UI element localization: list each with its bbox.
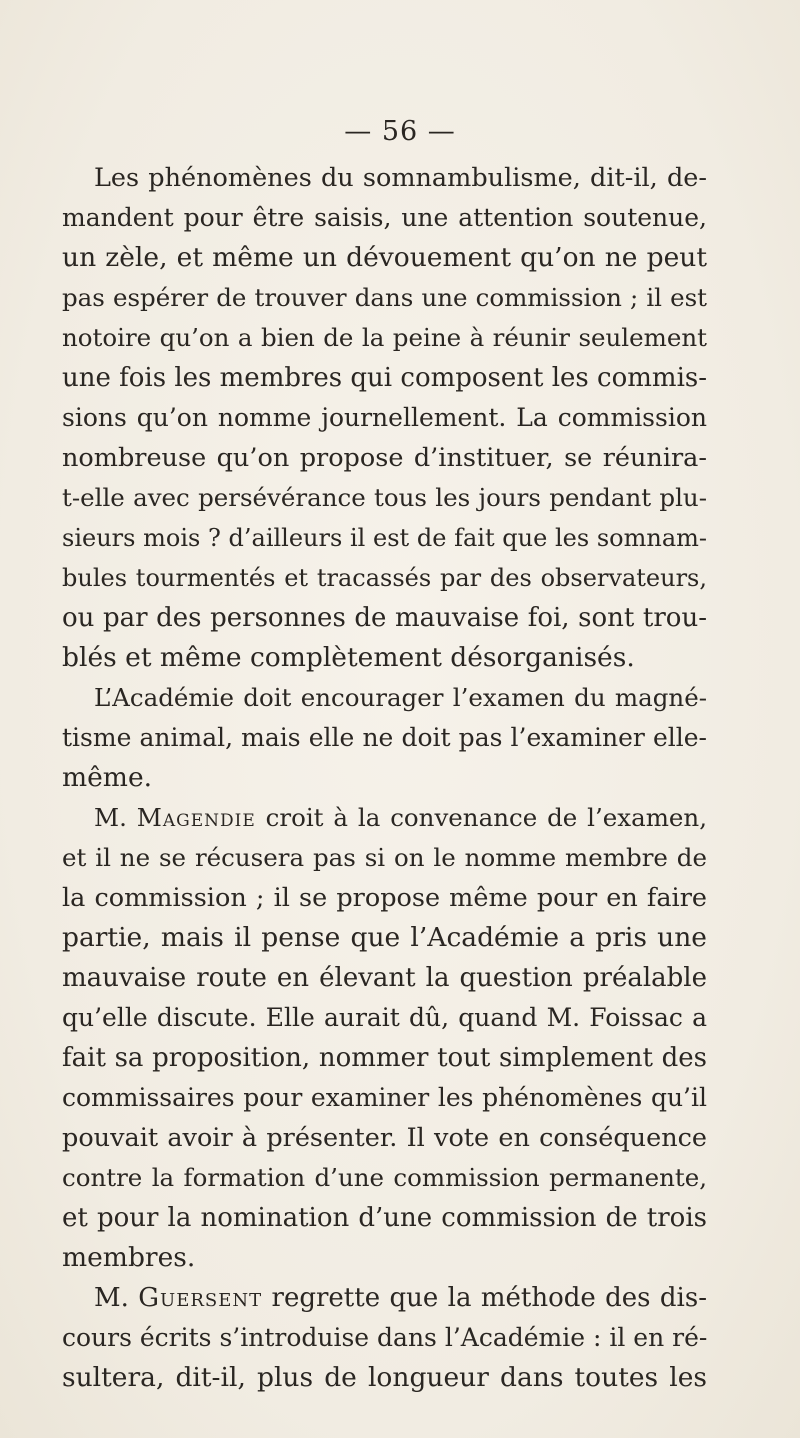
text-line: tisme animal, mais elle ne doit pas l’examiner elle- [62, 723, 707, 752]
text-line: contre la formation d’une commission permanente, [62, 1163, 707, 1192]
text-line: cours écrits s’introduise dans l’Académie : il en ré- [62, 1323, 708, 1352]
text-line: et pour la nomination d’une commission de trois [62, 1203, 707, 1233]
text-line: partie, mais il pense que l’Académie a pris une [62, 922, 707, 953]
text-line: la commission ; il se propose même pour en faire [62, 883, 707, 913]
text-line: bules tourmentés et tracassés par des observateurs, [62, 564, 707, 592]
text-fragment: regrette que la méthode des dis- [271, 1283, 707, 1313]
text-line: blés et même complètement désorganisés. [62, 642, 635, 673]
text-line: sultera, dit-il, plus de longueur dans toutes les [62, 1362, 707, 1393]
speaker-prefix: M. [94, 803, 127, 832]
speaker-prefix: M. [94, 1283, 129, 1313]
text-line: Les phénomènes du somnambulisme, dit-il, de- [94, 163, 707, 193]
text-line: ou par des personnes de mauvaise foi, sont trou- [62, 603, 707, 633]
text-line: nombreuse qu’on propose d’instituer, se réunira- [62, 443, 707, 473]
text-line: notoire qu’on a bien de la peine à réunir seulement [62, 323, 707, 352]
text-line: mandent pour être saisis, une attention soutenue, [62, 203, 707, 232]
text-line [94, 798, 707, 838]
text-line: membres. [62, 1242, 196, 1273]
text-line: fait sa proposition, nommer tout simplement des [62, 1043, 707, 1073]
speaker-name: Guersent [138, 1283, 263, 1313]
text-line: sions qu’on nomme journellement. La commission [62, 403, 707, 432]
speaker-name: Magendie [136, 803, 256, 832]
text-line: un zèle, et même un dévouement qu’on ne peut [62, 242, 707, 273]
text-line: sieurs mois ? d’ailleurs il est de fait que les somnam- [62, 524, 707, 552]
text-line: commissaires pour examiner les phénomènes qu’il [62, 1083, 707, 1112]
text-line: t-elle avec persévérance tous les jours pendant plu- [62, 483, 707, 512]
text-line: mauvaise route en élevant la question préalable [62, 963, 707, 993]
text-fragment: croit à la convenance de l’examen, [265, 803, 707, 832]
text-line: qu’elle discute. Elle aurait dû, quand M. Foissac a [62, 1003, 707, 1032]
text-line: une fois les membres qui composent les commis- [62, 363, 708, 393]
page-number: — 56 — [344, 116, 456, 147]
text-line: même. [62, 762, 153, 793]
text-line: et il ne se récusera pas si on le nomme membre de [62, 843, 707, 872]
text-line: pas espérer de trouver dans une commission ; il est [62, 283, 707, 312]
text-line: L’Académie doit encourager l’examen du magné- [94, 683, 707, 712]
text-line [94, 1278, 707, 1318]
text-line: pouvait avoir à présenter. Il vote en conséquence [62, 1123, 707, 1153]
